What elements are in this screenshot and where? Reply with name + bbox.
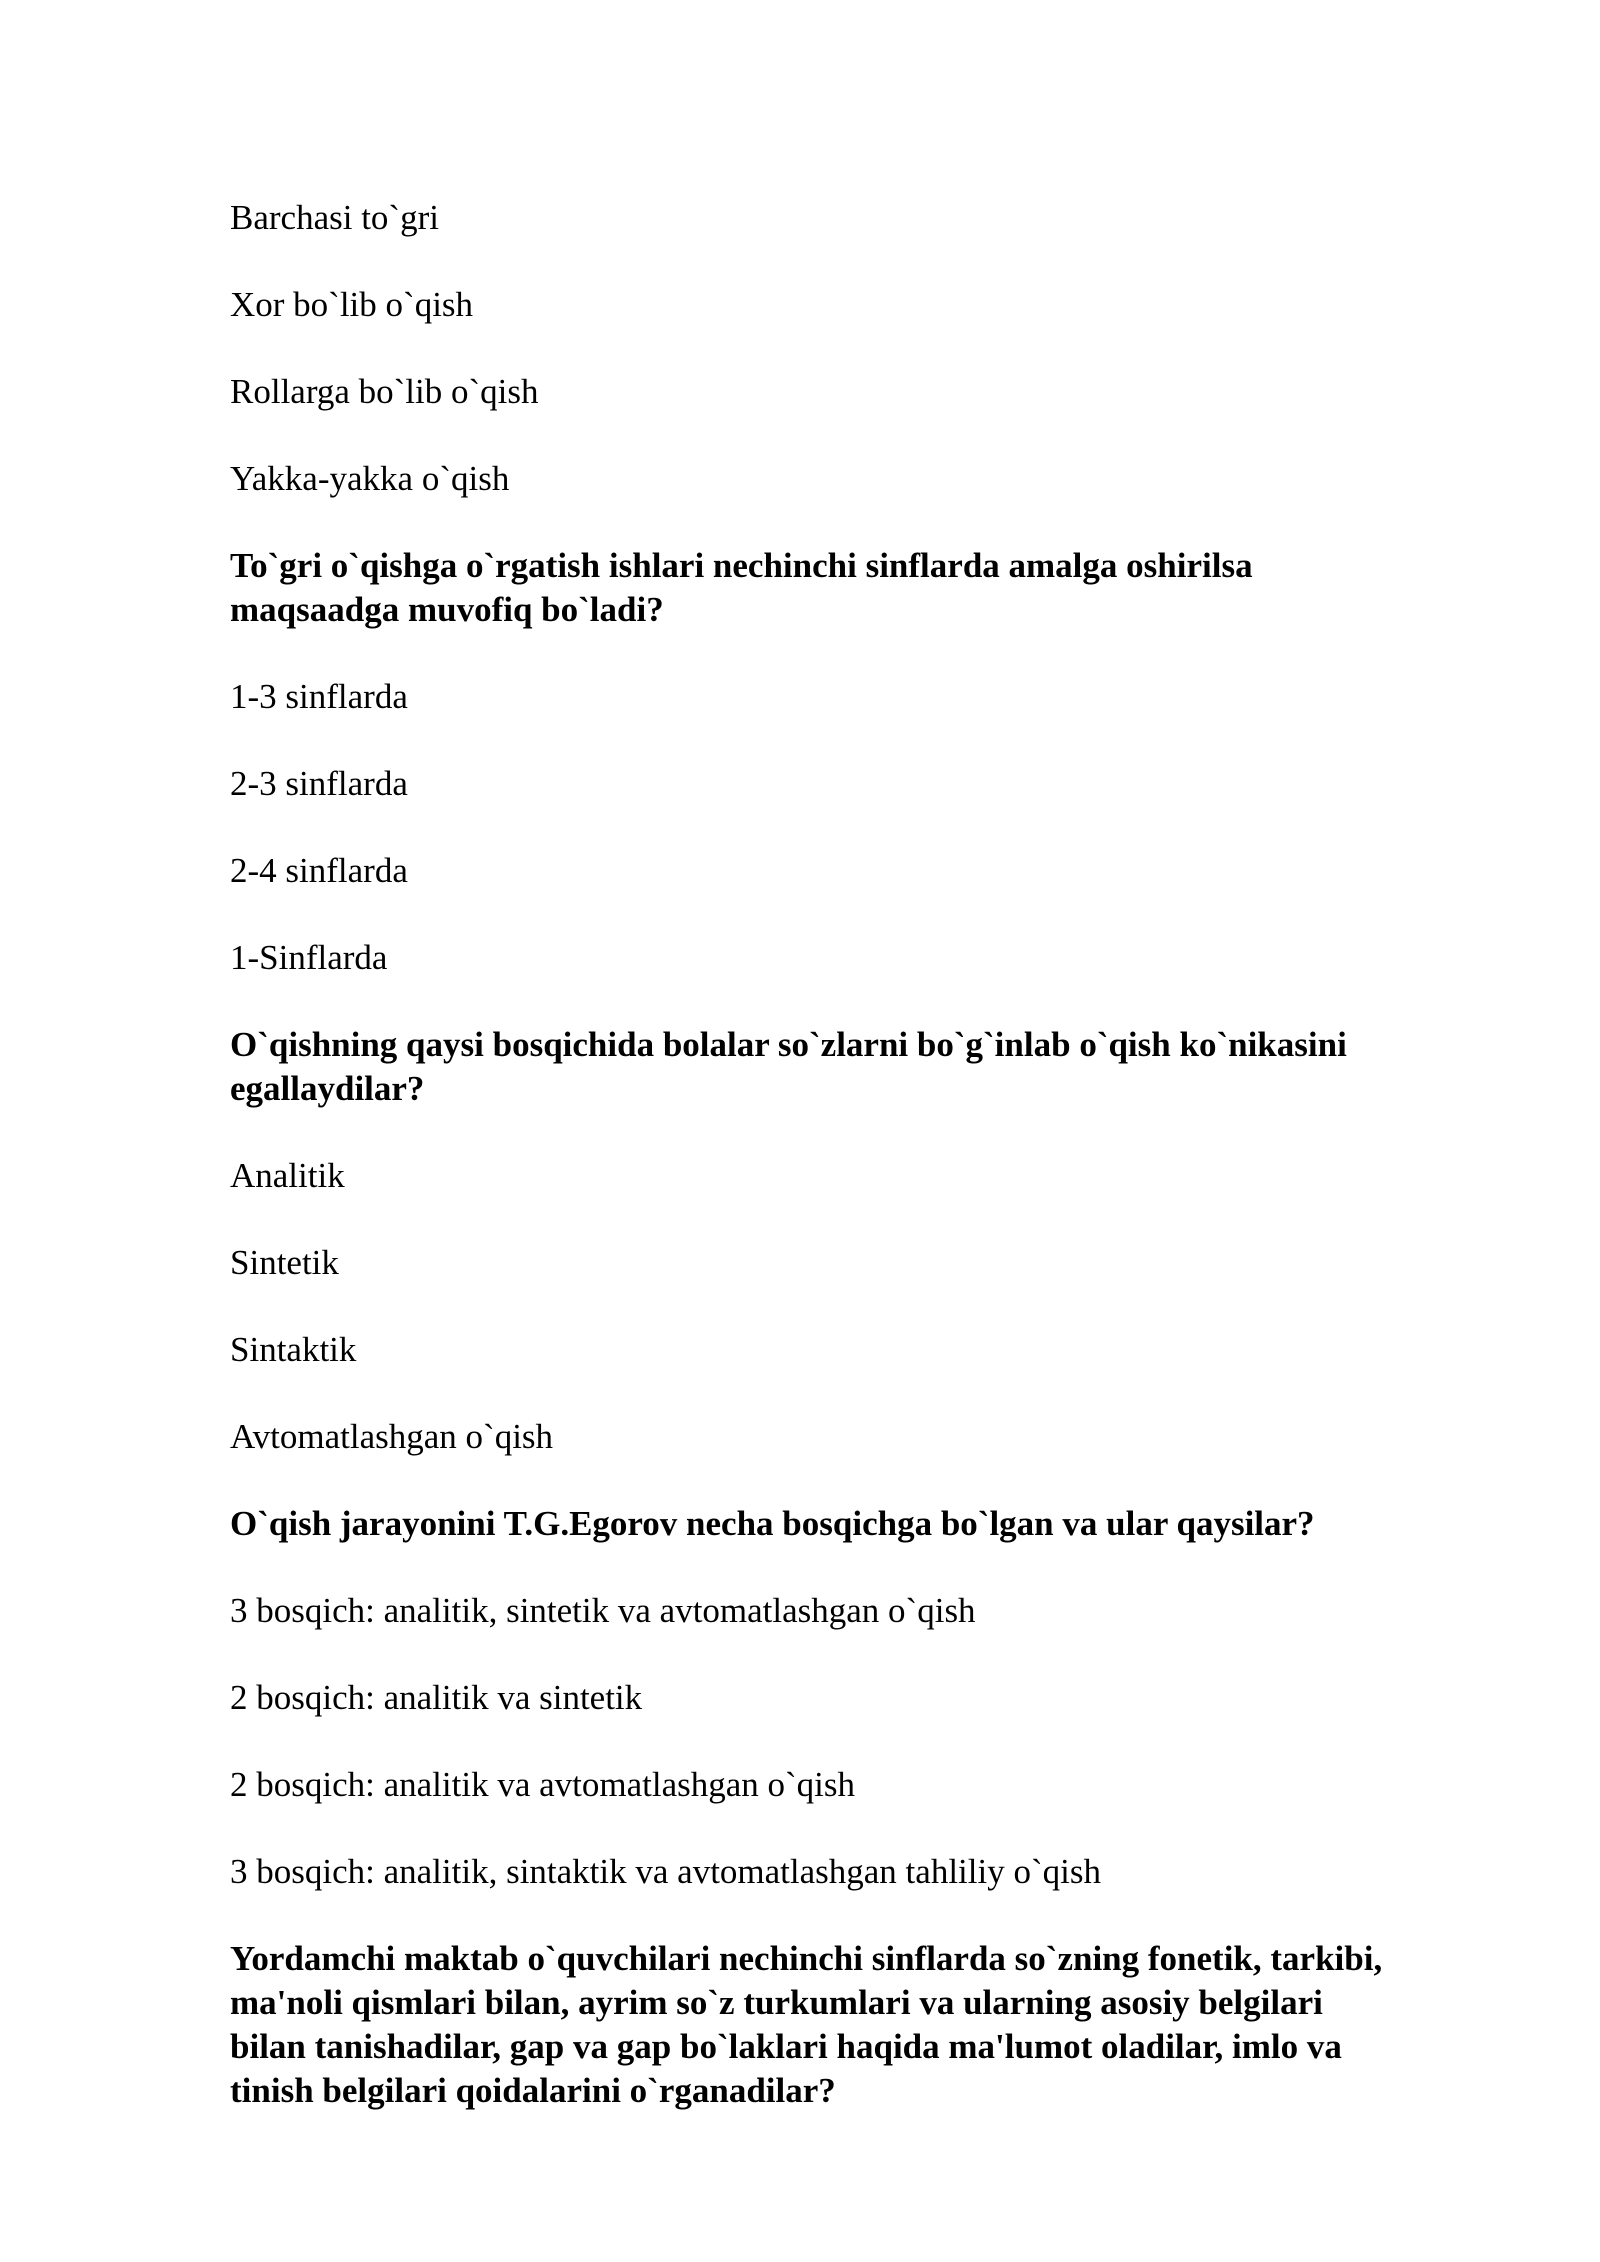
question-line: Yordamchi maktab o`quvchilari nechinchi sinflarda so`zning fonetik, tarkibi, <box>230 1939 1383 1978</box>
question-text <box>230 544 1520 632</box>
answer-option: Sintaktik <box>230 1330 357 1369</box>
question-text <box>230 1937 1520 2113</box>
answer-option: Avtomatlashgan o`qish <box>230 1417 554 1456</box>
question-text <box>230 1502 1520 1546</box>
answer-option: Yakka-yakka o`qish <box>230 459 510 498</box>
answer-option: 3 bosqich: analitik, sintaktik va avtomatlashgan tahliliy o`qish <box>230 1852 1101 1891</box>
answer-option: 2 bosqich: analitik va avtomatlashgan o`qish <box>230 1765 856 1804</box>
answer-option: Analitik <box>230 1156 345 1195</box>
answer-option: 3 bosqich: analitik, sintetik va avtomatlashgan o`qish <box>230 1591 976 1630</box>
question-line: maqsaadga muvofiq bo`ladi? <box>230 590 664 629</box>
answer-option: 2 bosqich: analitik va sintetik <box>230 1678 643 1717</box>
question-line: tinish belgilari qoidalarini o`rganadilar? <box>230 2071 836 2110</box>
question-text <box>230 1023 1520 1111</box>
answer-option: Rollarga bo`lib o`qish <box>230 372 539 411</box>
answer-option: 2-3 sinflarda <box>230 764 408 803</box>
question-line: To`gri o`qishga o`rgatish ishlari nechinchi sinflarda amalga oshirilsa <box>230 546 1253 585</box>
document-content <box>230 196 1520 2156</box>
answer-option: Xor bo`lib o`qish <box>230 285 474 324</box>
answer-option: 1-Sinflarda <box>230 938 388 977</box>
question-line: O`qish jarayonini T.G.Egorov necha bosqichga bo`lgan va ular qaysilar? <box>230 1504 1315 1543</box>
question-line: bilan tanishadilar, gap va gap bo`laklari haqida ma'lumot oladilar, imlo va <box>230 2027 1342 2066</box>
answer-option: 1-3 sinflarda <box>230 677 408 716</box>
answer-option: Sintetik <box>230 1243 339 1282</box>
question-line: ma'noli qismlari bilan, ayrim so`z turkumlari va ularning asosiy belgilari <box>230 1983 1323 2022</box>
question-line: O`qishning qaysi bosqichida bolalar so`zlarni bo`g`inlab o`qish ko`nikasini <box>230 1025 1347 1064</box>
answer-option: Barchasi to`gri <box>230 198 439 237</box>
question-line: egallaydilar? <box>230 1069 425 1108</box>
answer-option: 2-4 sinflarda <box>230 851 408 890</box>
